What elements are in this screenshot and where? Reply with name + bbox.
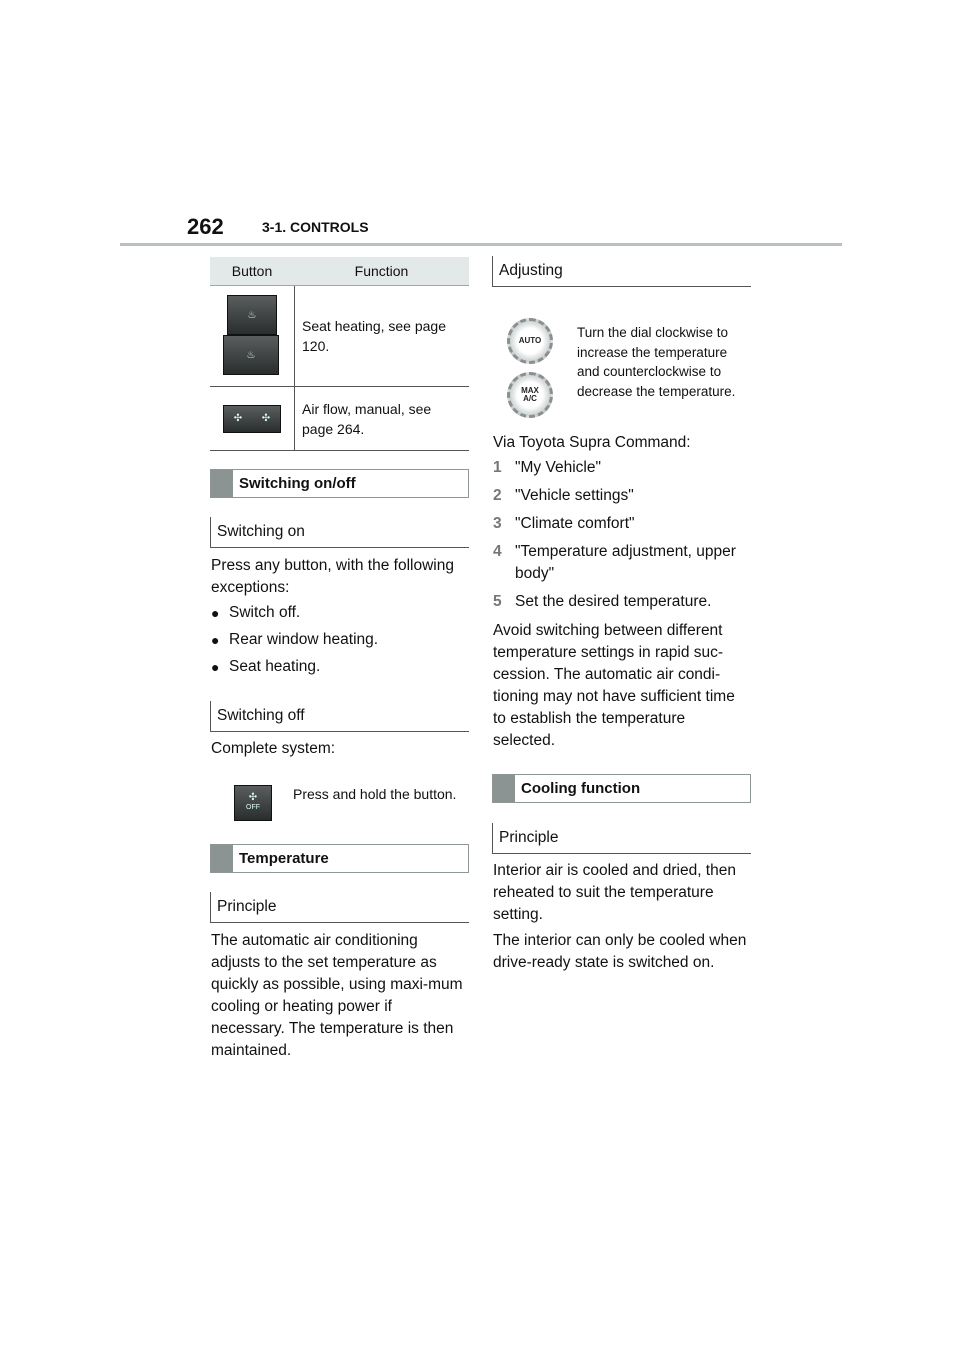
section-cooling-function: Cooling function xyxy=(492,774,751,803)
seat-heating-button-cell xyxy=(210,286,295,386)
exceptions-list xyxy=(211,602,471,678)
subheading-switching-off: Switching off xyxy=(210,701,469,732)
list-item: 2 "Vehicle settings" xyxy=(493,487,634,504)
chapter-title: 3-1. CONTROLS xyxy=(262,219,369,235)
subheading-adjusting: Adjusting xyxy=(492,256,751,287)
avoid-switching-text: Avoid switching between different temperature settings in rapid suc-cession. The automatic air condi-tioning may not have sufficient time to establish the temperature selected. xyxy=(493,622,735,749)
section-temperature: Temperature xyxy=(210,844,469,873)
complete-system-text: Complete system: xyxy=(211,740,336,757)
auto-dial-image: AUTO xyxy=(507,318,553,364)
list-item: 3 "Climate comfort" xyxy=(493,515,635,532)
list-item: ● Switch off. xyxy=(211,604,301,621)
col-button-header: Button xyxy=(231,263,273,279)
button-function-table xyxy=(210,257,469,451)
air-flow-function: Air flow, manual, see page 264. xyxy=(302,400,432,437)
seat-heating-icon: ♨ xyxy=(223,335,279,375)
col-function-header: Function xyxy=(354,263,409,279)
header-rule xyxy=(120,243,842,246)
max-ac-dial-image: MAX A/C xyxy=(507,372,553,418)
press-hold-text: Press and hold the button. xyxy=(293,786,457,802)
seat-heating-function: Seat heating, see page 120. xyxy=(302,318,447,354)
interior-cooled-text: Interior air is cooled and dried, then reheated to suit the temperature setting. xyxy=(493,862,736,923)
table-row xyxy=(210,387,469,451)
list-item: 5 Set the desired temperature. xyxy=(493,593,712,610)
interior-only-text: The interior can only be cooled when drive-ready state is switched on. xyxy=(493,932,747,971)
subheading-switching-on: Switching on xyxy=(210,517,469,548)
steps-list xyxy=(493,457,751,613)
table-header xyxy=(210,257,469,286)
seat-heating-button-image xyxy=(223,295,281,377)
section-switching-on-off: Switching on/off xyxy=(210,469,469,498)
air-flow-button-cell xyxy=(210,387,295,450)
fan-icon: ✣ xyxy=(248,792,258,803)
press-any-text: Press any button, with the following exceptions: xyxy=(211,557,454,596)
principle-text: The automatic air conditioning adjusts to the set temperature as quickly as possible, using maxi-mum cooling or heating power if necessary. The temperature is then maintained. xyxy=(211,932,463,1059)
off-button-image: ✣ OFF xyxy=(234,785,272,821)
seat-heating-icon: ♨ xyxy=(227,295,277,335)
subheading-principle-cooling: Principle xyxy=(492,823,751,854)
table-row xyxy=(210,286,469,387)
dial-instruction-text: Turn the dial clockwise to increase the temperature and counterclockwise to decrease the temperature. xyxy=(577,325,736,399)
list-item: ● Seat heating. xyxy=(211,658,321,675)
page-number: 262 xyxy=(187,214,224,239)
list-item: 4 "Temperature adjustment, upper body" xyxy=(493,543,736,582)
list-item: 1 "My Vehicle" xyxy=(493,459,601,476)
fan-icon: ✣ xyxy=(233,413,243,424)
via-command-text: Via Toyota Supra Command: xyxy=(493,434,691,451)
subheading-principle: Principle xyxy=(210,892,469,923)
air-flow-button-image xyxy=(223,405,281,433)
list-item: ● Rear window heating. xyxy=(211,631,379,648)
fan-icon: ✣ xyxy=(261,413,271,424)
